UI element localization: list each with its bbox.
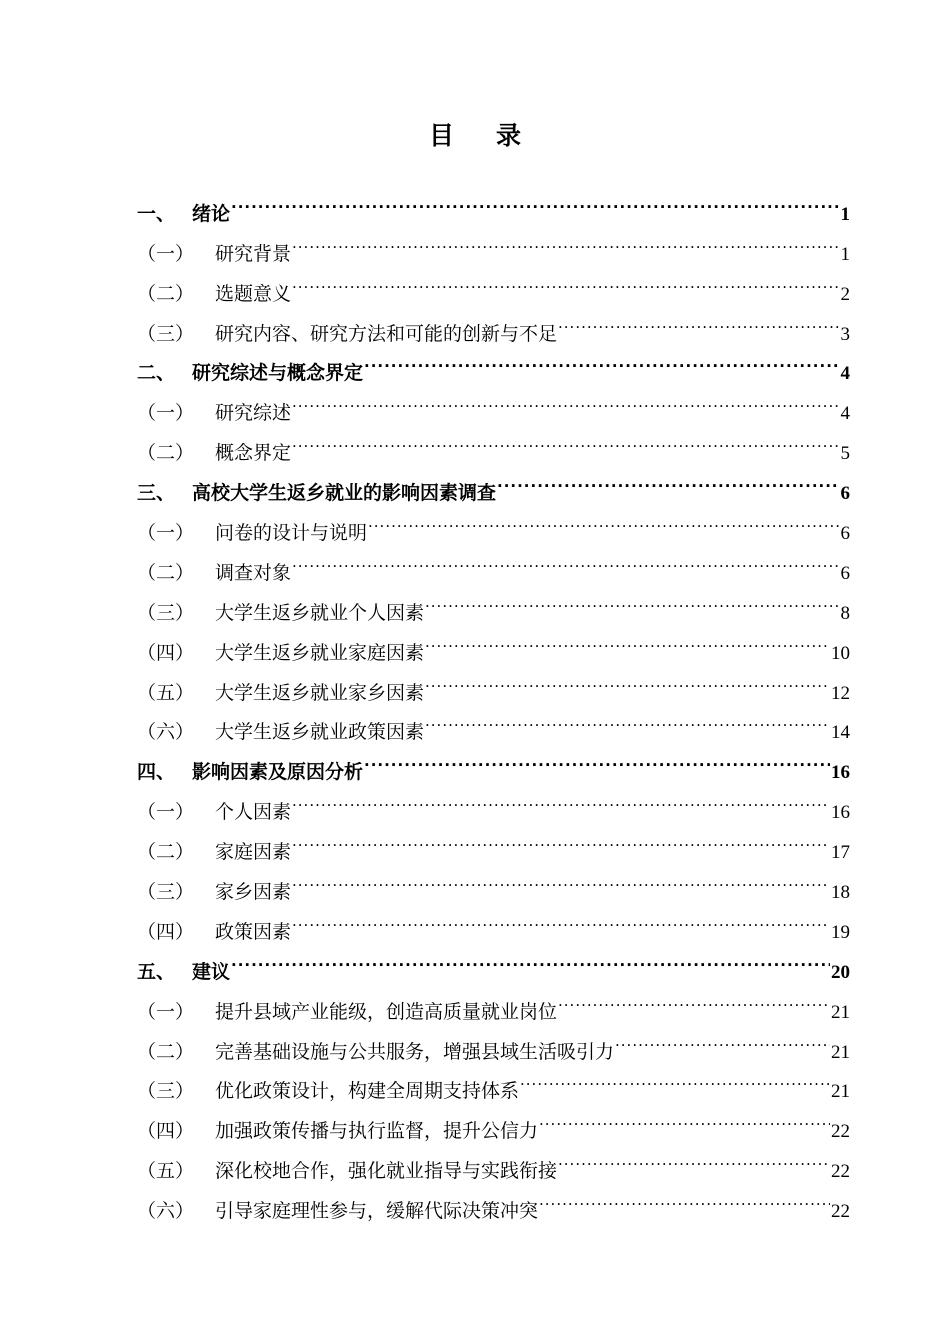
toc-dot-leader [231, 938, 830, 978]
toc-dot-leader [292, 858, 830, 898]
toc-dot-leader [425, 659, 830, 699]
toc-dot-leader [292, 539, 839, 579]
toc-entry-number: （一） [137, 402, 195, 425]
toc-entry-number: （五） [137, 681, 195, 704]
toc-entry-number: （三） [137, 1080, 195, 1103]
toc-dot-leader [292, 818, 830, 858]
toc-entry-number: 二、 [137, 362, 176, 385]
toc-entry-number: （三） [137, 601, 195, 624]
toc-page-number: 22 [831, 1161, 850, 1183]
toc-entry-title: 完善基础设施与公共服务，增强县域生活吸引力 [215, 1040, 615, 1063]
toc-entry-title: 研究内容、研究方法和可能的创新与不足 [215, 322, 558, 345]
toc-entry-title: 问卷的设计与说明 [215, 522, 368, 545]
toc-entry-number: 五、 [137, 960, 176, 983]
toc-entry-number: （四） [137, 641, 195, 664]
toc-page-number: 17 [831, 842, 850, 864]
toc-entry-number: （一） [137, 1000, 195, 1023]
toc-dot-leader [231, 180, 839, 220]
toc-dot-leader [364, 340, 839, 380]
toc-entry-title: 家乡因素 [215, 881, 292, 904]
toc-entry-title: 优化政策设计，构建全周期支持体系 [215, 1080, 520, 1103]
toc-dot-leader [497, 459, 839, 499]
toc-entry-number: （一） [137, 801, 195, 824]
toc-entry-title: 建议 [192, 960, 231, 983]
toc-page-number: 16 [831, 802, 850, 824]
page-title [0, 116, 950, 152]
toc-entry-number: （四） [137, 1120, 195, 1143]
toc-entry-title: 研究背景 [215, 242, 292, 265]
toc-entry-title: 家庭因素 [215, 841, 292, 864]
toc-entry-title: 大学生返乡就业家庭因素 [215, 641, 425, 664]
toc-page-number: 1 [840, 203, 850, 225]
toc-entry-title: 引导家庭理性参与，缓解代际决策冲突 [215, 1200, 539, 1223]
toc-entry-title: 研究综述与概念界定 [192, 362, 364, 385]
toc-page-number: 12 [831, 682, 850, 704]
toc-page-number: 6 [840, 523, 850, 545]
toc-dot-leader [425, 619, 830, 659]
toc-entry-title: 影响因素及原因分析 [192, 761, 364, 784]
toc-entry-title: 选题意义 [215, 282, 292, 305]
toc-entry-number: （六） [137, 721, 195, 744]
toc-dot-leader [292, 379, 839, 419]
table-of-contents [137, 180, 850, 1223]
toc-page-number: 14 [831, 722, 850, 744]
toc-entry-title: 大学生返乡就业个人因素 [215, 601, 425, 624]
toc-entry-number: （四） [137, 920, 195, 943]
toc-entry-title: 绪论 [192, 202, 231, 225]
toc-dot-leader [368, 499, 839, 539]
toc-page-number: 21 [831, 1041, 850, 1063]
toc-page-number: 21 [831, 1081, 850, 1103]
toc-entry-title: 高校大学生返乡就业的影响因素调查 [192, 482, 497, 505]
toc-entry-title: 加强政策传播与执行监督，提升公信力 [215, 1120, 539, 1143]
toc-entry-number: 一、 [137, 202, 176, 225]
toc-entry-number: （一） [137, 242, 195, 265]
toc-entry-number: （五） [137, 1160, 195, 1183]
toc-entry-title: 个人因素 [215, 801, 292, 824]
toc-page-number: 22 [831, 1201, 850, 1223]
toc-chapter-entry[interactable] [137, 938, 850, 983]
toc-entry-title: 提升县域产业能级，创造高质量就业岗位 [215, 1000, 558, 1023]
toc-dot-leader [615, 1018, 830, 1058]
toc-entry-number: （二） [137, 841, 195, 864]
toc-entry-number: （二） [137, 1040, 195, 1063]
toc-page-number: 4 [840, 363, 850, 385]
toc-dot-leader [558, 978, 830, 1018]
toc-dot-leader [425, 579, 839, 619]
toc-entry-title: 大学生返乡就业政策因素 [215, 721, 425, 744]
toc-entry-number: （二） [137, 442, 195, 465]
toc-page-number: 20 [831, 961, 850, 983]
toc-entry-title: 调查对象 [215, 561, 292, 584]
toc-dot-leader [292, 260, 839, 300]
toc-dot-leader [292, 419, 839, 459]
title-char-1: 目 [428, 121, 454, 150]
toc-page-number: 6 [840, 562, 850, 584]
toc-page-number: 4 [840, 403, 850, 425]
toc-dot-leader [558, 300, 839, 340]
toc-entry-number: （六） [137, 1200, 195, 1223]
toc-page-number: 6 [840, 483, 850, 505]
toc-dot-leader [292, 898, 830, 938]
toc-section-entry[interactable] [137, 220, 850, 265]
toc-page-number: 3 [840, 323, 850, 345]
toc-entry-number: （二） [137, 561, 195, 584]
toc-entry-number: （三） [137, 881, 195, 904]
toc-entry-title: 政策因素 [215, 920, 292, 943]
title-char-2: 录 [496, 121, 522, 150]
toc-dot-leader [292, 778, 830, 818]
toc-dot-leader [539, 1177, 830, 1217]
toc-page-number: 10 [831, 642, 850, 664]
toc-page-number: 2 [840, 283, 850, 305]
toc-entry-title: 概念界定 [215, 442, 292, 465]
toc-dot-leader [292, 220, 839, 260]
toc-dot-leader [520, 1058, 830, 1098]
toc-chapter-entry[interactable] [137, 180, 850, 225]
toc-entry-number: （三） [137, 322, 195, 345]
toc-page-number: 22 [831, 1121, 850, 1143]
toc-entry-title: 大学生返乡就业家乡因素 [215, 681, 425, 704]
toc-page-number: 16 [831, 762, 850, 784]
toc-entry-number: （一） [137, 522, 195, 545]
toc-dot-leader [364, 738, 830, 778]
toc-dot-leader [425, 699, 830, 739]
toc-page-number: 21 [831, 1001, 850, 1023]
toc-entry-title: 研究综述 [215, 402, 292, 425]
toc-entry-number: 四、 [137, 761, 176, 784]
toc-section-entry[interactable] [137, 978, 850, 1023]
toc-dot-leader [539, 1097, 830, 1137]
toc-entry-number: （二） [137, 282, 195, 305]
toc-page-number: 8 [840, 602, 850, 624]
toc-entry-number: 三、 [137, 482, 176, 505]
toc-page-number: 18 [831, 882, 850, 904]
toc-page-number: 1 [840, 243, 850, 265]
toc-entry-title: 深化校地合作，强化就业指导与实践衔接 [215, 1160, 558, 1183]
toc-dot-leader [558, 1137, 830, 1177]
toc-page-number: 19 [831, 921, 850, 943]
toc-page-number: 5 [840, 443, 850, 465]
